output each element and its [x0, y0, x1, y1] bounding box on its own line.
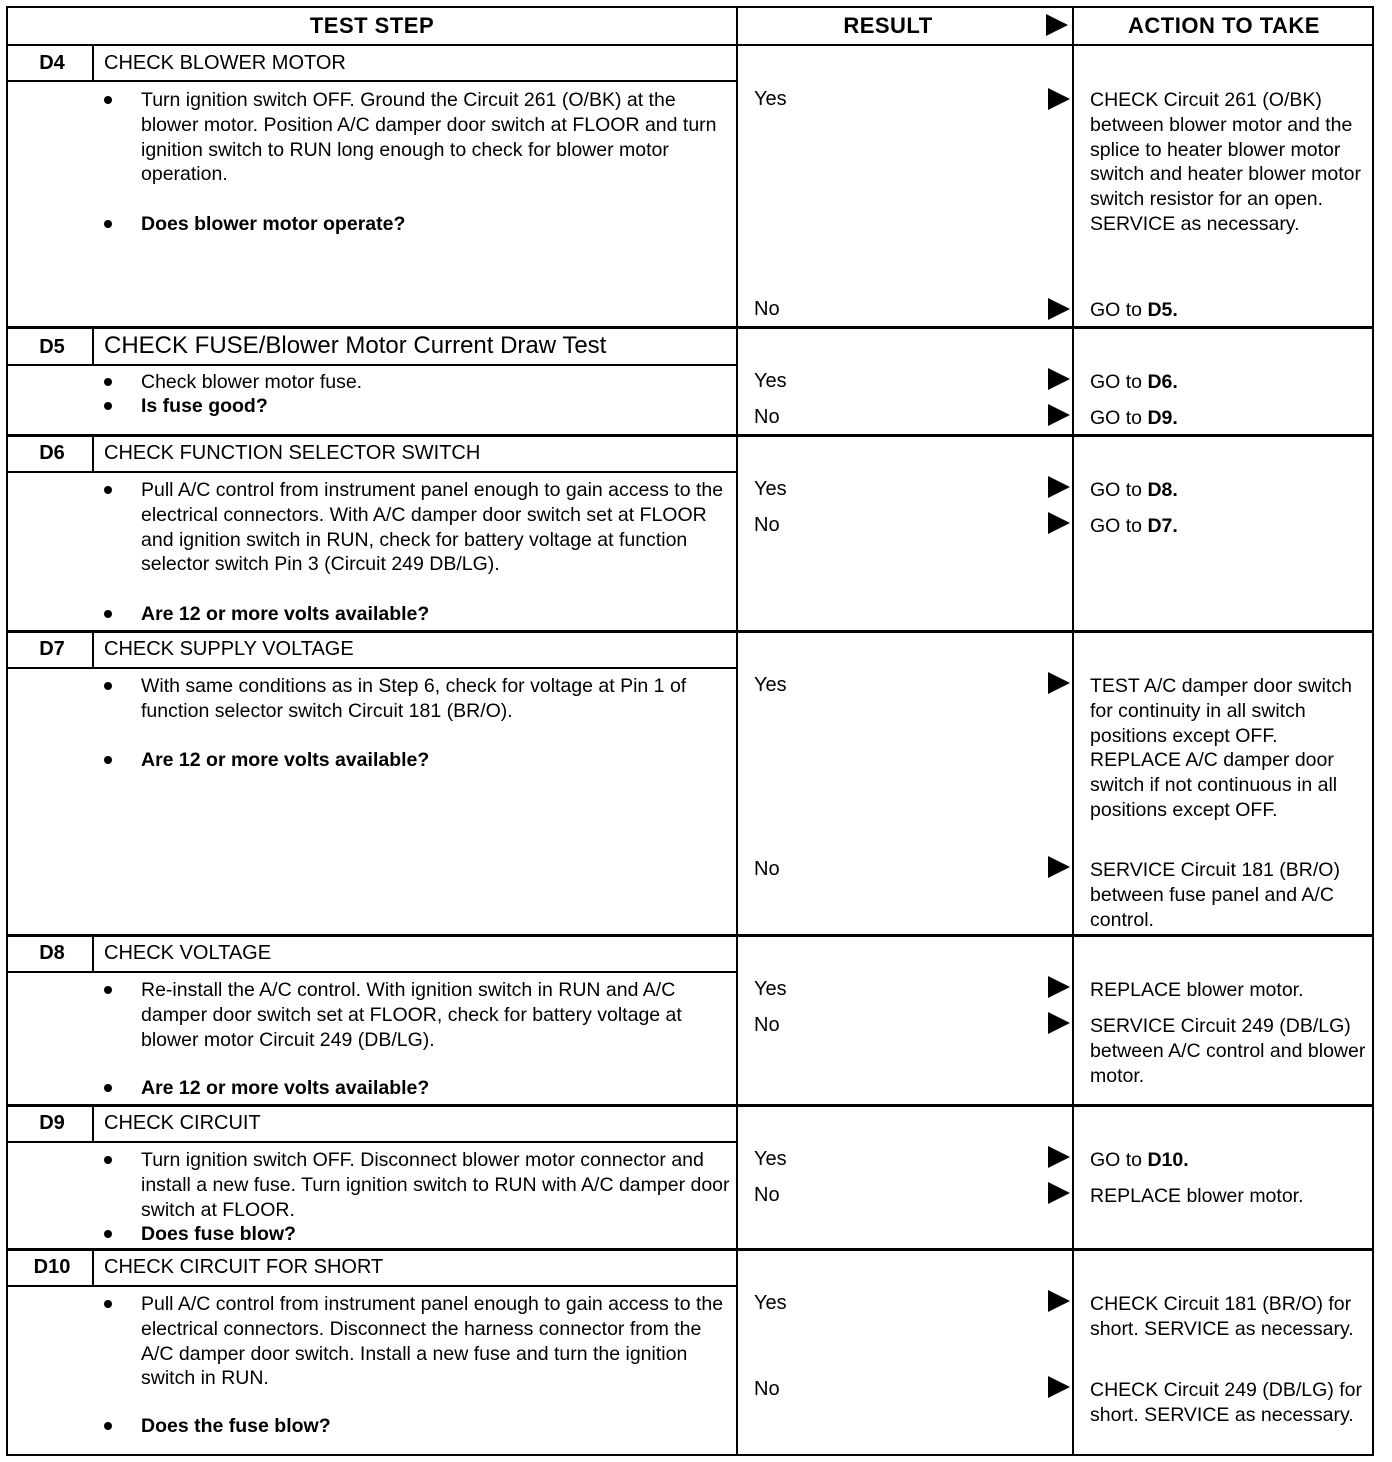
arrow-icon — [1048, 512, 1070, 534]
step-instruction: With same conditions as in Step 6, check for voltage at Pin 1 of function selector switch Circuit 181 (BR/O). — [104, 674, 734, 724]
result-no: No — [754, 1184, 780, 1206]
step-instruction: Check blower motor fuse. — [104, 370, 734, 395]
arrow-icon — [1048, 672, 1070, 694]
action-text: SERVICE Circuit 249 (DB/LG) between A/C control and blower motor. — [1090, 1015, 1366, 1087]
result-yes: Yes — [754, 1148, 787, 1170]
step-question: Does the fuse blow? — [104, 1414, 734, 1439]
step-question: Does blower motor operate? — [104, 212, 734, 237]
result-yes: Yes — [754, 370, 787, 392]
bullet-icon — [104, 1300, 112, 1308]
result-yes: Yes — [754, 674, 787, 696]
result-no: No — [754, 514, 780, 536]
bullet-icon — [104, 1422, 112, 1430]
result-yes: Yes — [754, 978, 787, 1000]
action-text: GO to D9. — [1090, 407, 1178, 429]
action-text: GO to D5. — [1090, 299, 1178, 321]
header-result: RESULT — [843, 13, 933, 38]
bullet-icon — [104, 682, 112, 690]
result-no: No — [754, 1378, 780, 1400]
step-id: D4 — [39, 52, 65, 74]
step-id: D8 — [39, 942, 65, 964]
step-instruction: Pull A/C control from instrument panel enough to gain access to the electrical connectors. Disconnect the harness connector from the A/C damper door switch. Install a new fuse and turn the ignition switch in RUN. — [104, 1292, 734, 1391]
step-question: Are 12 or more volts available? — [104, 748, 734, 773]
arrow-icon — [1048, 298, 1070, 320]
step-question: Does fuse blow? — [104, 1222, 734, 1247]
arrow-icon — [1048, 1182, 1070, 1204]
step-title: CHECK BLOWER MOTOR — [104, 52, 346, 74]
step-instruction: Turn ignition switch OFF. Ground the Circuit 261 (O/BK) at the blower motor. Position A/C damper door switch at FLOOR and turn ignition switch to RUN long enough to check for blower motor operation. — [104, 88, 734, 187]
bullet-icon — [104, 220, 112, 228]
result-yes: Yes — [754, 1292, 787, 1314]
action-text: GO to D7. — [1090, 515, 1178, 537]
step-title: CHECK CIRCUIT FOR SHORT — [104, 1256, 384, 1278]
arrow-icon — [1048, 1290, 1070, 1312]
bullet-icon — [104, 756, 112, 764]
step-instruction: Pull A/C control from instrument panel enough to gain access to the electrical connectors. With A/C damper door switch set at FLOOR and ignition switch in RUN, check for battery voltage at function selector switch Pin 3 (Circuit 249 DB/LG). — [104, 478, 734, 577]
diagnostic-table — [6, 6, 1374, 1456]
bullet-icon — [104, 1230, 112, 1238]
action-text: CHECK Circuit 181 (BR/O) for short. SERVICE as necessary. — [1090, 1293, 1354, 1340]
step-title: CHECK SUPPLY VOLTAGE — [104, 638, 354, 660]
step-title: CHECK CIRCUIT — [104, 1112, 261, 1134]
step-title: CHECK FUNCTION SELECTOR SWITCH — [104, 442, 481, 464]
step-id: D9 — [39, 1112, 65, 1134]
step-id: D10 — [33, 1256, 71, 1278]
step-id: D7 — [39, 638, 65, 660]
result-no: No — [754, 1014, 780, 1036]
action-text: TEST A/C damper door switch for continuity in all switch positions except OFF. REPLACE A/C damper door switch if not continuous in all positions except OFF. — [1090, 675, 1352, 821]
step-instruction: Turn ignition switch OFF. Disconnect blower motor connector and install a new fuse. Turn ignition switch to RUN with A/C damper door switch at FLOOR. — [104, 1148, 734, 1222]
bullet-icon — [104, 1156, 112, 1164]
bullet-icon — [104, 610, 112, 618]
arrow-icon — [1048, 368, 1070, 390]
action-text: GO to D8. — [1090, 479, 1178, 501]
step-title: CHECK VOLTAGE — [104, 942, 272, 964]
arrow-icon — [1048, 404, 1070, 426]
arrow-icon — [1048, 1146, 1070, 1168]
arrow-icon — [1048, 88, 1070, 110]
action-text: REPLACE blower motor. — [1090, 979, 1304, 1001]
header-test-step: TEST STEP — [309, 13, 435, 38]
arrow-icon — [1048, 1376, 1070, 1398]
action-text: REPLACE blower motor. — [1090, 1185, 1304, 1207]
step-id: D5 — [39, 336, 65, 358]
result-no: No — [754, 858, 780, 880]
action-text: CHECK Circuit 261 (O/BK) between blower motor and the splice to heater blower motor switch and heater blower motor switch resistor for an open. SERVICE as necessary. — [1090, 89, 1361, 235]
result-no: No — [754, 406, 780, 428]
arrow-icon — [1048, 476, 1070, 498]
bullet-icon — [104, 402, 112, 410]
bullet-icon — [104, 1084, 112, 1092]
result-yes: Yes — [754, 478, 787, 500]
bullet-icon — [104, 486, 112, 494]
result-yes: Yes — [754, 88, 787, 110]
step-instruction: Re-install the A/C control. With ignition switch in RUN and A/C damper door switch set at FLOOR, check for battery voltage at blower motor Circuit 249 (DB/LG). — [104, 978, 734, 1052]
step-id: D6 — [39, 442, 65, 464]
action-text: CHECK Circuit 249 (DB/LG) for short. SERVICE as necessary. — [1090, 1379, 1362, 1426]
step-question: Is fuse good? — [104, 394, 734, 419]
header-arrow-icon — [1046, 14, 1068, 36]
bullet-icon — [104, 96, 112, 104]
step-question: Are 12 or more volts available? — [104, 1076, 734, 1101]
action-text: GO to D6. — [1090, 371, 1178, 393]
header-action: ACTION TO TAKE — [1128, 13, 1320, 38]
action-text: SERVICE Circuit 181 (BR/O) between fuse panel and A/C control. — [1090, 859, 1340, 931]
result-no: No — [754, 298, 780, 320]
step-question: Are 12 or more volts available? — [104, 602, 734, 627]
step-title: CHECK FUSE/Blower Motor Current Draw Test — [104, 332, 607, 359]
bullet-icon — [104, 378, 112, 386]
bullet-icon — [104, 986, 112, 994]
arrow-icon — [1048, 856, 1070, 878]
arrow-icon — [1048, 1012, 1070, 1034]
arrow-icon — [1048, 976, 1070, 998]
action-text: GO to D10. — [1090, 1149, 1189, 1171]
